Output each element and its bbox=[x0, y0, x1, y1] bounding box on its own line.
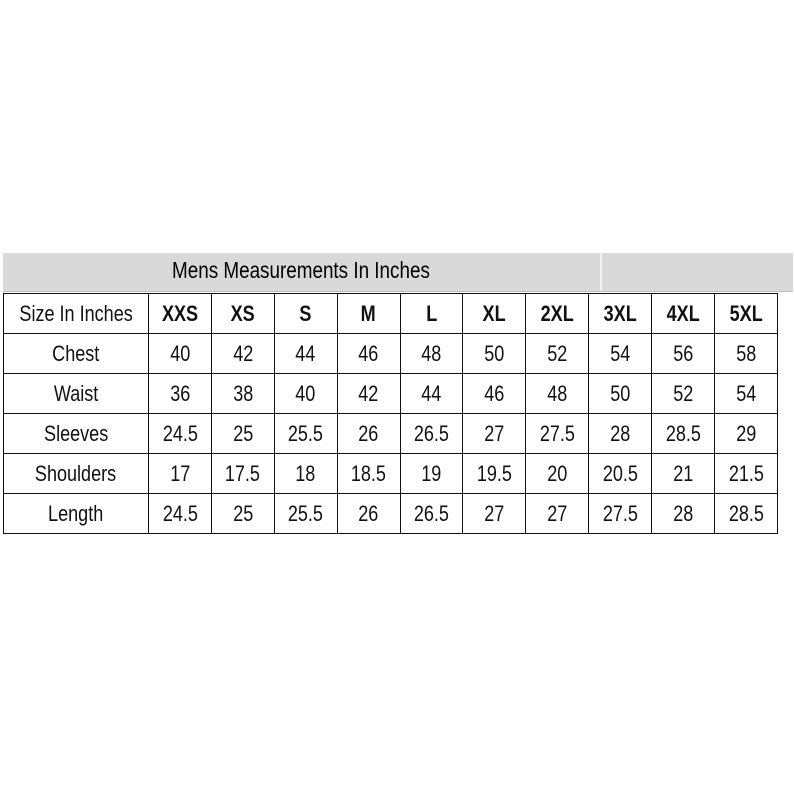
size-header-cell bbox=[274, 294, 337, 334]
measurement-cell bbox=[149, 494, 212, 534]
measurement-cell bbox=[589, 494, 652, 534]
measurement-row bbox=[4, 454, 778, 494]
measurement-value: 28.5 bbox=[728, 500, 764, 526]
row-label: Chest bbox=[52, 340, 100, 366]
measurement-value: 27 bbox=[484, 500, 505, 526]
measurement-cell bbox=[337, 374, 400, 414]
measurement-cell bbox=[715, 454, 778, 494]
measurement-value: 18.5 bbox=[351, 460, 387, 486]
measurement-value: 36 bbox=[169, 380, 190, 406]
measurement-cell bbox=[211, 374, 274, 414]
size-header-label: XL bbox=[482, 300, 506, 326]
measurement-value: 20.5 bbox=[602, 460, 638, 486]
measurement-value: 27 bbox=[484, 420, 505, 446]
size-header-cell bbox=[149, 294, 212, 334]
measurement-value: 24.5 bbox=[162, 500, 198, 526]
measurement-value: 38 bbox=[232, 380, 253, 406]
measurement-value: 29 bbox=[735, 420, 757, 446]
size-header-cell bbox=[526, 294, 589, 334]
measurement-cell bbox=[652, 334, 715, 374]
measurement-cell bbox=[715, 494, 778, 534]
measurement-cell bbox=[652, 374, 715, 414]
measurement-value: 46 bbox=[358, 340, 379, 366]
measurement-value: 42 bbox=[232, 340, 253, 366]
row-label-cell bbox=[4, 334, 149, 374]
measurement-value: 26.5 bbox=[413, 500, 450, 526]
size-header-label: 4XL bbox=[666, 300, 700, 326]
measurement-cell bbox=[526, 494, 589, 534]
size-header-label: L bbox=[425, 300, 438, 326]
measurement-cell bbox=[337, 334, 400, 374]
measurement-cell bbox=[526, 334, 589, 374]
measurement-value: 17 bbox=[169, 460, 190, 486]
measurement-cell bbox=[337, 494, 400, 534]
corner-label: Size In Inches bbox=[19, 300, 133, 326]
size-header-cell bbox=[400, 294, 463, 334]
measurement-value: 27.5 bbox=[602, 500, 638, 526]
measurement-value: 26 bbox=[358, 500, 379, 526]
size-header-cell bbox=[337, 294, 400, 334]
measurement-value: 58 bbox=[735, 340, 757, 366]
measurement-cell bbox=[589, 334, 652, 374]
size-header-cell bbox=[652, 294, 715, 334]
measurement-cell bbox=[652, 414, 715, 454]
row-label: Waist bbox=[53, 380, 99, 406]
measurement-value: 52 bbox=[547, 340, 568, 366]
measurement-cell bbox=[589, 374, 652, 414]
measurement-cell bbox=[400, 334, 463, 374]
measurement-value: 25.5 bbox=[288, 500, 324, 526]
measurement-cell bbox=[463, 374, 526, 414]
measurement-value: 25 bbox=[232, 500, 253, 526]
measurement-cell bbox=[211, 454, 274, 494]
measurement-value: 44 bbox=[421, 380, 442, 406]
measurement-cell bbox=[274, 494, 337, 534]
size-header-label: 3XL bbox=[603, 300, 637, 326]
measurement-row bbox=[4, 494, 778, 534]
measurement-cell bbox=[463, 334, 526, 374]
measurement-cell bbox=[652, 454, 715, 494]
measurement-cell bbox=[274, 414, 337, 454]
title-bar bbox=[3, 253, 793, 292]
measurement-cell bbox=[274, 374, 337, 414]
row-label-cell bbox=[4, 414, 149, 454]
measurement-cell bbox=[463, 414, 526, 454]
measurement-cell bbox=[337, 454, 400, 494]
measurement-value: 28 bbox=[610, 420, 631, 446]
row-label-cell bbox=[4, 374, 149, 414]
corner-label-cell bbox=[4, 294, 149, 334]
measurement-cell bbox=[400, 494, 463, 534]
measurement-value: 48 bbox=[547, 380, 568, 406]
size-header-cell bbox=[715, 294, 778, 334]
measurement-value: 27 bbox=[547, 500, 568, 526]
size-chart-table bbox=[3, 293, 778, 534]
size-header-cell bbox=[463, 294, 526, 334]
measurement-value: 21 bbox=[673, 460, 694, 486]
row-label-cell bbox=[4, 454, 149, 494]
measurement-cell bbox=[526, 454, 589, 494]
measurement-value: 40 bbox=[169, 340, 190, 366]
size-header-label: XXS bbox=[161, 300, 198, 326]
measurement-value: 44 bbox=[295, 340, 316, 366]
measurement-value: 26.5 bbox=[413, 420, 450, 446]
measurement-cell bbox=[715, 414, 778, 454]
measurement-cell bbox=[149, 334, 212, 374]
measurement-row bbox=[4, 414, 778, 454]
measurement-row bbox=[4, 374, 778, 414]
size-header-row bbox=[4, 294, 778, 334]
measurement-value: 54 bbox=[735, 380, 757, 406]
measurement-cell bbox=[589, 414, 652, 454]
measurement-cell bbox=[149, 414, 212, 454]
measurement-cell bbox=[526, 374, 589, 414]
measurement-cell bbox=[400, 414, 463, 454]
measurement-value: 28.5 bbox=[665, 420, 701, 446]
measurement-cell bbox=[463, 494, 526, 534]
row-label: Sleeves bbox=[43, 420, 109, 446]
measurement-value: 50 bbox=[484, 340, 505, 366]
measurement-cell bbox=[274, 454, 337, 494]
measurement-row bbox=[4, 334, 778, 374]
measurement-cell bbox=[589, 454, 652, 494]
row-label: Shoulders bbox=[35, 460, 117, 486]
table-title: Mens Measurements In Inches bbox=[172, 257, 430, 283]
measurement-value: 46 bbox=[484, 380, 505, 406]
measurement-value: 24.5 bbox=[162, 420, 198, 446]
measurement-cell bbox=[715, 334, 778, 374]
measurement-value: 42 bbox=[358, 380, 379, 406]
measurement-cell bbox=[211, 334, 274, 374]
size-header-label: XS bbox=[230, 300, 255, 326]
measurement-cell bbox=[463, 454, 526, 494]
measurement-value: 52 bbox=[673, 380, 694, 406]
measurement-cell bbox=[211, 414, 274, 454]
size-header-label: 5XL bbox=[729, 300, 763, 326]
measurement-cell bbox=[400, 454, 463, 494]
measurement-value: 18 bbox=[295, 460, 316, 486]
size-header-label: S bbox=[299, 300, 312, 326]
measurement-value: 20 bbox=[547, 460, 568, 486]
measurement-cell bbox=[715, 374, 778, 414]
size-header-label: 2XL bbox=[540, 300, 574, 326]
title-bar-divider bbox=[600, 253, 602, 291]
measurement-value: 28 bbox=[673, 500, 694, 526]
measurement-value: 25 bbox=[232, 420, 253, 446]
measurement-value: 54 bbox=[610, 340, 631, 366]
size-header-label: M bbox=[361, 300, 377, 326]
measurement-value: 40 bbox=[295, 380, 316, 406]
measurement-value: 50 bbox=[610, 380, 631, 406]
measurement-cell bbox=[400, 374, 463, 414]
measurement-cell bbox=[526, 414, 589, 454]
measurement-value: 27.5 bbox=[539, 420, 575, 446]
row-label: Length bbox=[48, 500, 104, 526]
measurement-value: 25.5 bbox=[288, 420, 324, 446]
measurement-value: 26 bbox=[358, 420, 379, 446]
row-label-cell bbox=[4, 494, 149, 534]
measurement-value: 19.5 bbox=[476, 460, 512, 486]
measurement-value: 56 bbox=[673, 340, 694, 366]
measurement-value: 48 bbox=[421, 340, 442, 366]
measurement-value: 21.5 bbox=[728, 460, 764, 486]
measurement-cell bbox=[652, 494, 715, 534]
size-header-cell bbox=[589, 294, 652, 334]
measurement-cell bbox=[337, 414, 400, 454]
measurement-cell bbox=[274, 334, 337, 374]
measurement-cell bbox=[149, 374, 212, 414]
measurement-value: 19 bbox=[421, 460, 442, 486]
size-chart-body bbox=[4, 294, 778, 534]
measurement-value: 17.5 bbox=[225, 460, 261, 486]
measurement-cell bbox=[211, 494, 274, 534]
measurement-cell bbox=[149, 454, 212, 494]
size-header-cell bbox=[211, 294, 274, 334]
